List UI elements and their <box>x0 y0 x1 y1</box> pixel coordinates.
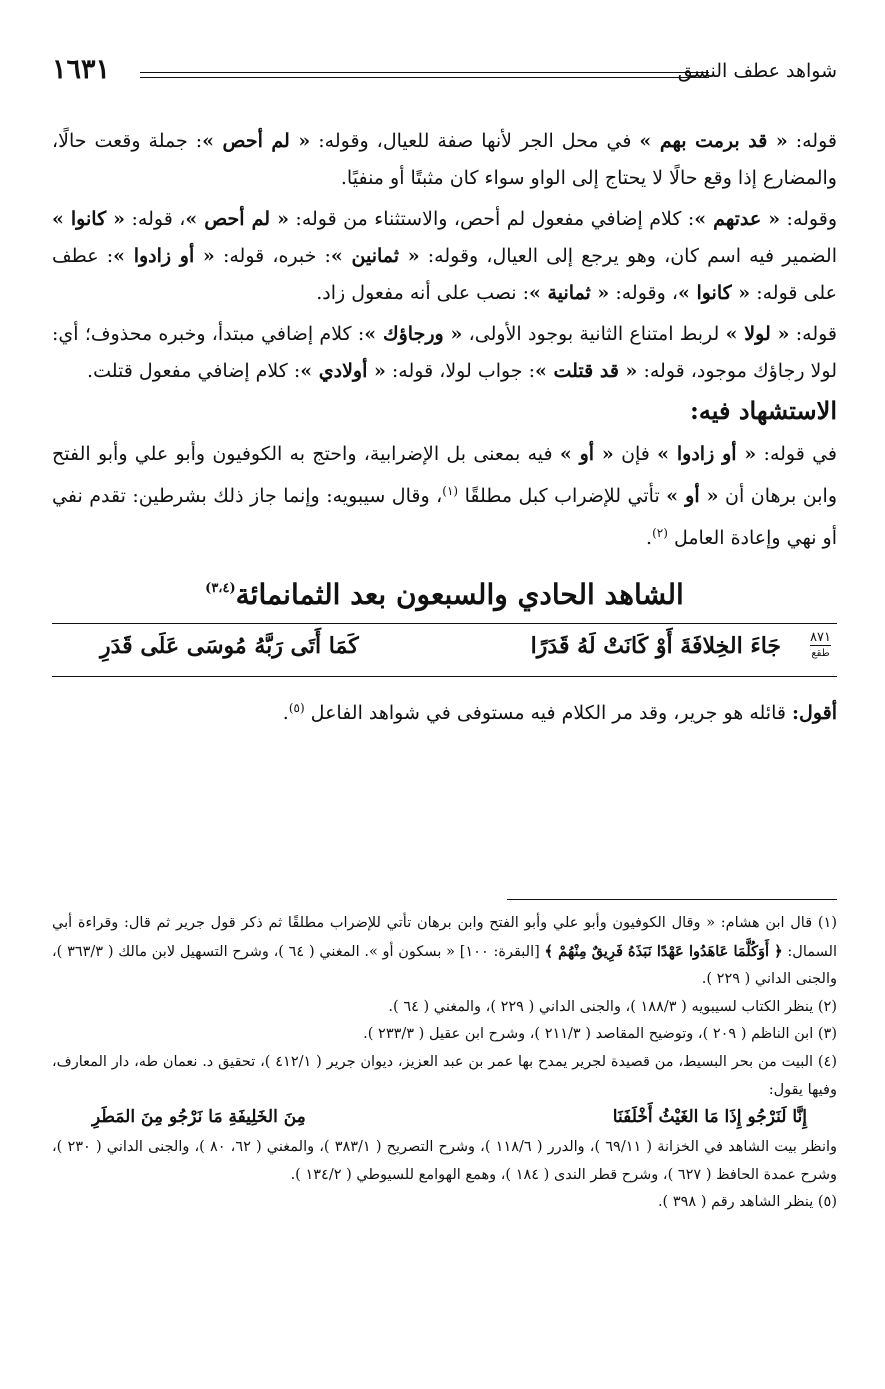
footnote-ref[interactable]: (٢) <box>652 526 668 540</box>
footnote-hemistich-second: مِنَ الخَلِيفَةِ مَا نَرْجُو مِنَ المَطَرِ <box>92 1107 306 1128</box>
footnote-4-continued: وانظر بيت الشاهد في الخزانة ( ٦٩/١١ )، والدرر ( ١١٨/٦ )، وشرح التصريح ( ٣٨٣/١ )، والمغني ( ٦٢، ٨٠ )، والجنى الداني ( ٢٣٠ )، وشرح عمدة الحافظ ( ٦٢٧ )، وشرح قطر الندى ( ١٨٤ )، وهمع الهوامع للسيوطي ( ١٣٤/٢ ). <box>52 1139 838 1183</box>
hemistich-second: كَمَا أَتَى رَبَّهُ مُوسَى عَلَى قَدَرِ <box>100 633 359 659</box>
footnote-5: (٥) ينظر الشاهد رقم ( ٣٩٨ ). <box>657 1194 837 1211</box>
footnote-ref[interactable]: (١) <box>442 484 459 498</box>
quoted-term: « أو زادوا » <box>113 245 215 267</box>
text-run: : كلام إضافي مبتدأ، وخبره محذوف؛ أي: لولا رجاؤك موجود، قوله: <box>52 323 837 382</box>
quran-quote: ﴿ أَوَكُلَّمَا عَاهَدُوا عَهْدًا نَبَذَهُ فَرِيقٌ مِنْهُمْ ﴾ <box>544 942 783 960</box>
text-run: فإن <box>613 443 658 465</box>
text-run: (١) قال ابن هشام: « وقال الكوفيون وأبو علي وأبو الفتح وابن برهان تأتي للإضراب مطلقًا ثم ذكر قول جرير ثم قال: وقراءة أبي السمال: <box>52 915 837 960</box>
text-run: ، وقال سيبويه: وإنما جاز ذلك بشرطين: تقدم نفي أو نهي وإعادة العامل <box>52 485 837 549</box>
text-run: : نصب على أنه مفعول زاد. <box>316 282 530 304</box>
text-run: ، قوله: <box>125 208 186 230</box>
text-run: لربط امتناع الثانية بوجود الأولى، <box>462 323 726 345</box>
text-run: في محل الجر لأنها صفة للعيال، وقوله: <box>310 130 640 152</box>
running-header <box>52 54 837 94</box>
text-run: : خبره، قوله: <box>214 245 331 267</box>
footnote-verse <box>52 1104 837 1134</box>
quoted-term: « ثمانية » <box>529 282 610 304</box>
text-run: تأتي للإضراب كبل مطلقًا <box>458 485 667 507</box>
text-run: : كلام إضافي مفعول لم أحص، والاستثناء من قوله: <box>288 208 695 230</box>
quoted-term: « أو » <box>559 443 614 465</box>
header-double-rule <box>140 72 709 78</box>
shahid-title-text: الشاهد الحادي والسبعون بعد الثمانمائة <box>235 578 684 611</box>
quoted-term: « كانوا » <box>677 282 751 304</box>
quoted-term: « قد قتلت » <box>535 360 638 382</box>
quoted-term: « أو زادوا » <box>657 443 757 465</box>
text-run: وقوله: <box>780 208 838 230</box>
footnote-3: (٣) ابن الناظم ( ٢٠٩ )، وتوضيح المقاصد ( ٢١١/٣ )، وشرح ابن عقيل ( ٢٣٣/٣ ). <box>363 1026 837 1043</box>
paragraph-4 <box>52 436 837 557</box>
text-run: قائله هو جرير، وقد مر الكلام فيه مستوفى في شواهد الفاعل <box>304 702 792 724</box>
footnote-hemistich-first: إِنَّا لَنَرْجُو إِذَا مَا الغَيْثُ أَخْلَفَنَا <box>612 1107 807 1128</box>
text-run: . <box>282 702 289 724</box>
text-run: الضمير فيه اسم كان، وهو يرجع إلى العيال، وقوله: <box>419 245 837 267</box>
text-run: [البقرة: ١٠٠] « بسكون أو ». المغني ( ٦٤ )، وشرح التسهيل لابن مالك ( ٣٦٣/٣ )، والجنى الداني ( ٢٢٩ ). <box>52 943 837 988</box>
footnotes <box>52 910 837 1217</box>
quoted-term: « أولادي » <box>300 360 386 382</box>
verse-number <box>810 630 831 661</box>
quoted-term: « ثمانين » <box>330 245 420 267</box>
shahid-title <box>52 571 837 613</box>
footnote-ref[interactable]: (٣،٤) <box>205 581 236 596</box>
footnote-4: (٤) البيت من بحر البسيط، من قصيدة لجرير يمدح بها عمر بن عبد العزيز، ديوان جرير ( ٤١٢/١ )، تحقيق د. نعمان طه، دار المعارف، وفيها يقول: <box>52 1053 837 1098</box>
footnote-separator <box>507 899 837 900</box>
text-run: . <box>646 527 653 549</box>
paragraph-3 <box>52 316 837 390</box>
meter-abbrev: طقع <box>810 645 831 661</box>
quoted-term: « ورجاؤك » <box>364 323 463 345</box>
quoted-term: « كانوا » <box>52 208 126 230</box>
aqul-paragraph <box>52 691 837 730</box>
text-run: قوله: <box>787 130 837 152</box>
quoted-term: « قد برمت بهم » <box>639 130 788 152</box>
paragraph-1 <box>52 123 837 197</box>
quoted-term: « لم أحص » <box>185 208 289 230</box>
quoted-term: « عدتهم » <box>694 208 781 230</box>
text-run: : عطف على قوله: <box>52 245 837 304</box>
main-text <box>52 123 837 730</box>
verse-box <box>52 623 837 677</box>
paragraph-2 <box>52 201 837 312</box>
text-run: فيه بمعنى بل الإضرابية، واحتج به الكوفيون وأبو علي وأبو الفتح وابن برهان أن <box>52 443 837 507</box>
aqul-lead: أقول: <box>792 702 837 724</box>
page-number: ١٦٣١ <box>52 54 111 85</box>
running-title: شواهد عطف النسق <box>677 60 837 82</box>
text-run: قوله: <box>789 323 838 345</box>
quoted-term: « أو » <box>666 485 719 507</box>
text-run: ، وقوله: <box>609 282 678 304</box>
text-run: في قوله: <box>756 443 838 465</box>
text-run: : جواب لولا، قوله: <box>385 360 535 382</box>
footnote-ref[interactable]: (٥) <box>288 701 305 715</box>
quoted-term: « لم أحص » <box>202 130 311 152</box>
footnote-2: (٢) ينظر الكتاب لسيبويه ( ١٨٨/٣ )، والجنى الداني ( ٢٢٩ )، والمغني ( ٦٤ ). <box>388 998 837 1015</box>
verse-number-value: ٨٧١ <box>810 630 831 645</box>
text-run: : جملة وقعت حالًا، والمضارع إذا وقع حالًا لا يحتاج إلى الواو سواء كان مثبتًا أو منفيًا. <box>52 130 837 189</box>
quoted-term: « لولا » <box>725 323 790 345</box>
hemistich-first: جَاءَ الخِلافَةَ أَوْ كَانَتْ لَهُ قَدَرًا <box>530 633 781 659</box>
text-run: : كلام إضافي مفعول قتلت. <box>87 360 301 382</box>
footnote-1 <box>52 910 837 994</box>
istishhad-heading: الاستشهاد فيه: <box>690 396 837 425</box>
